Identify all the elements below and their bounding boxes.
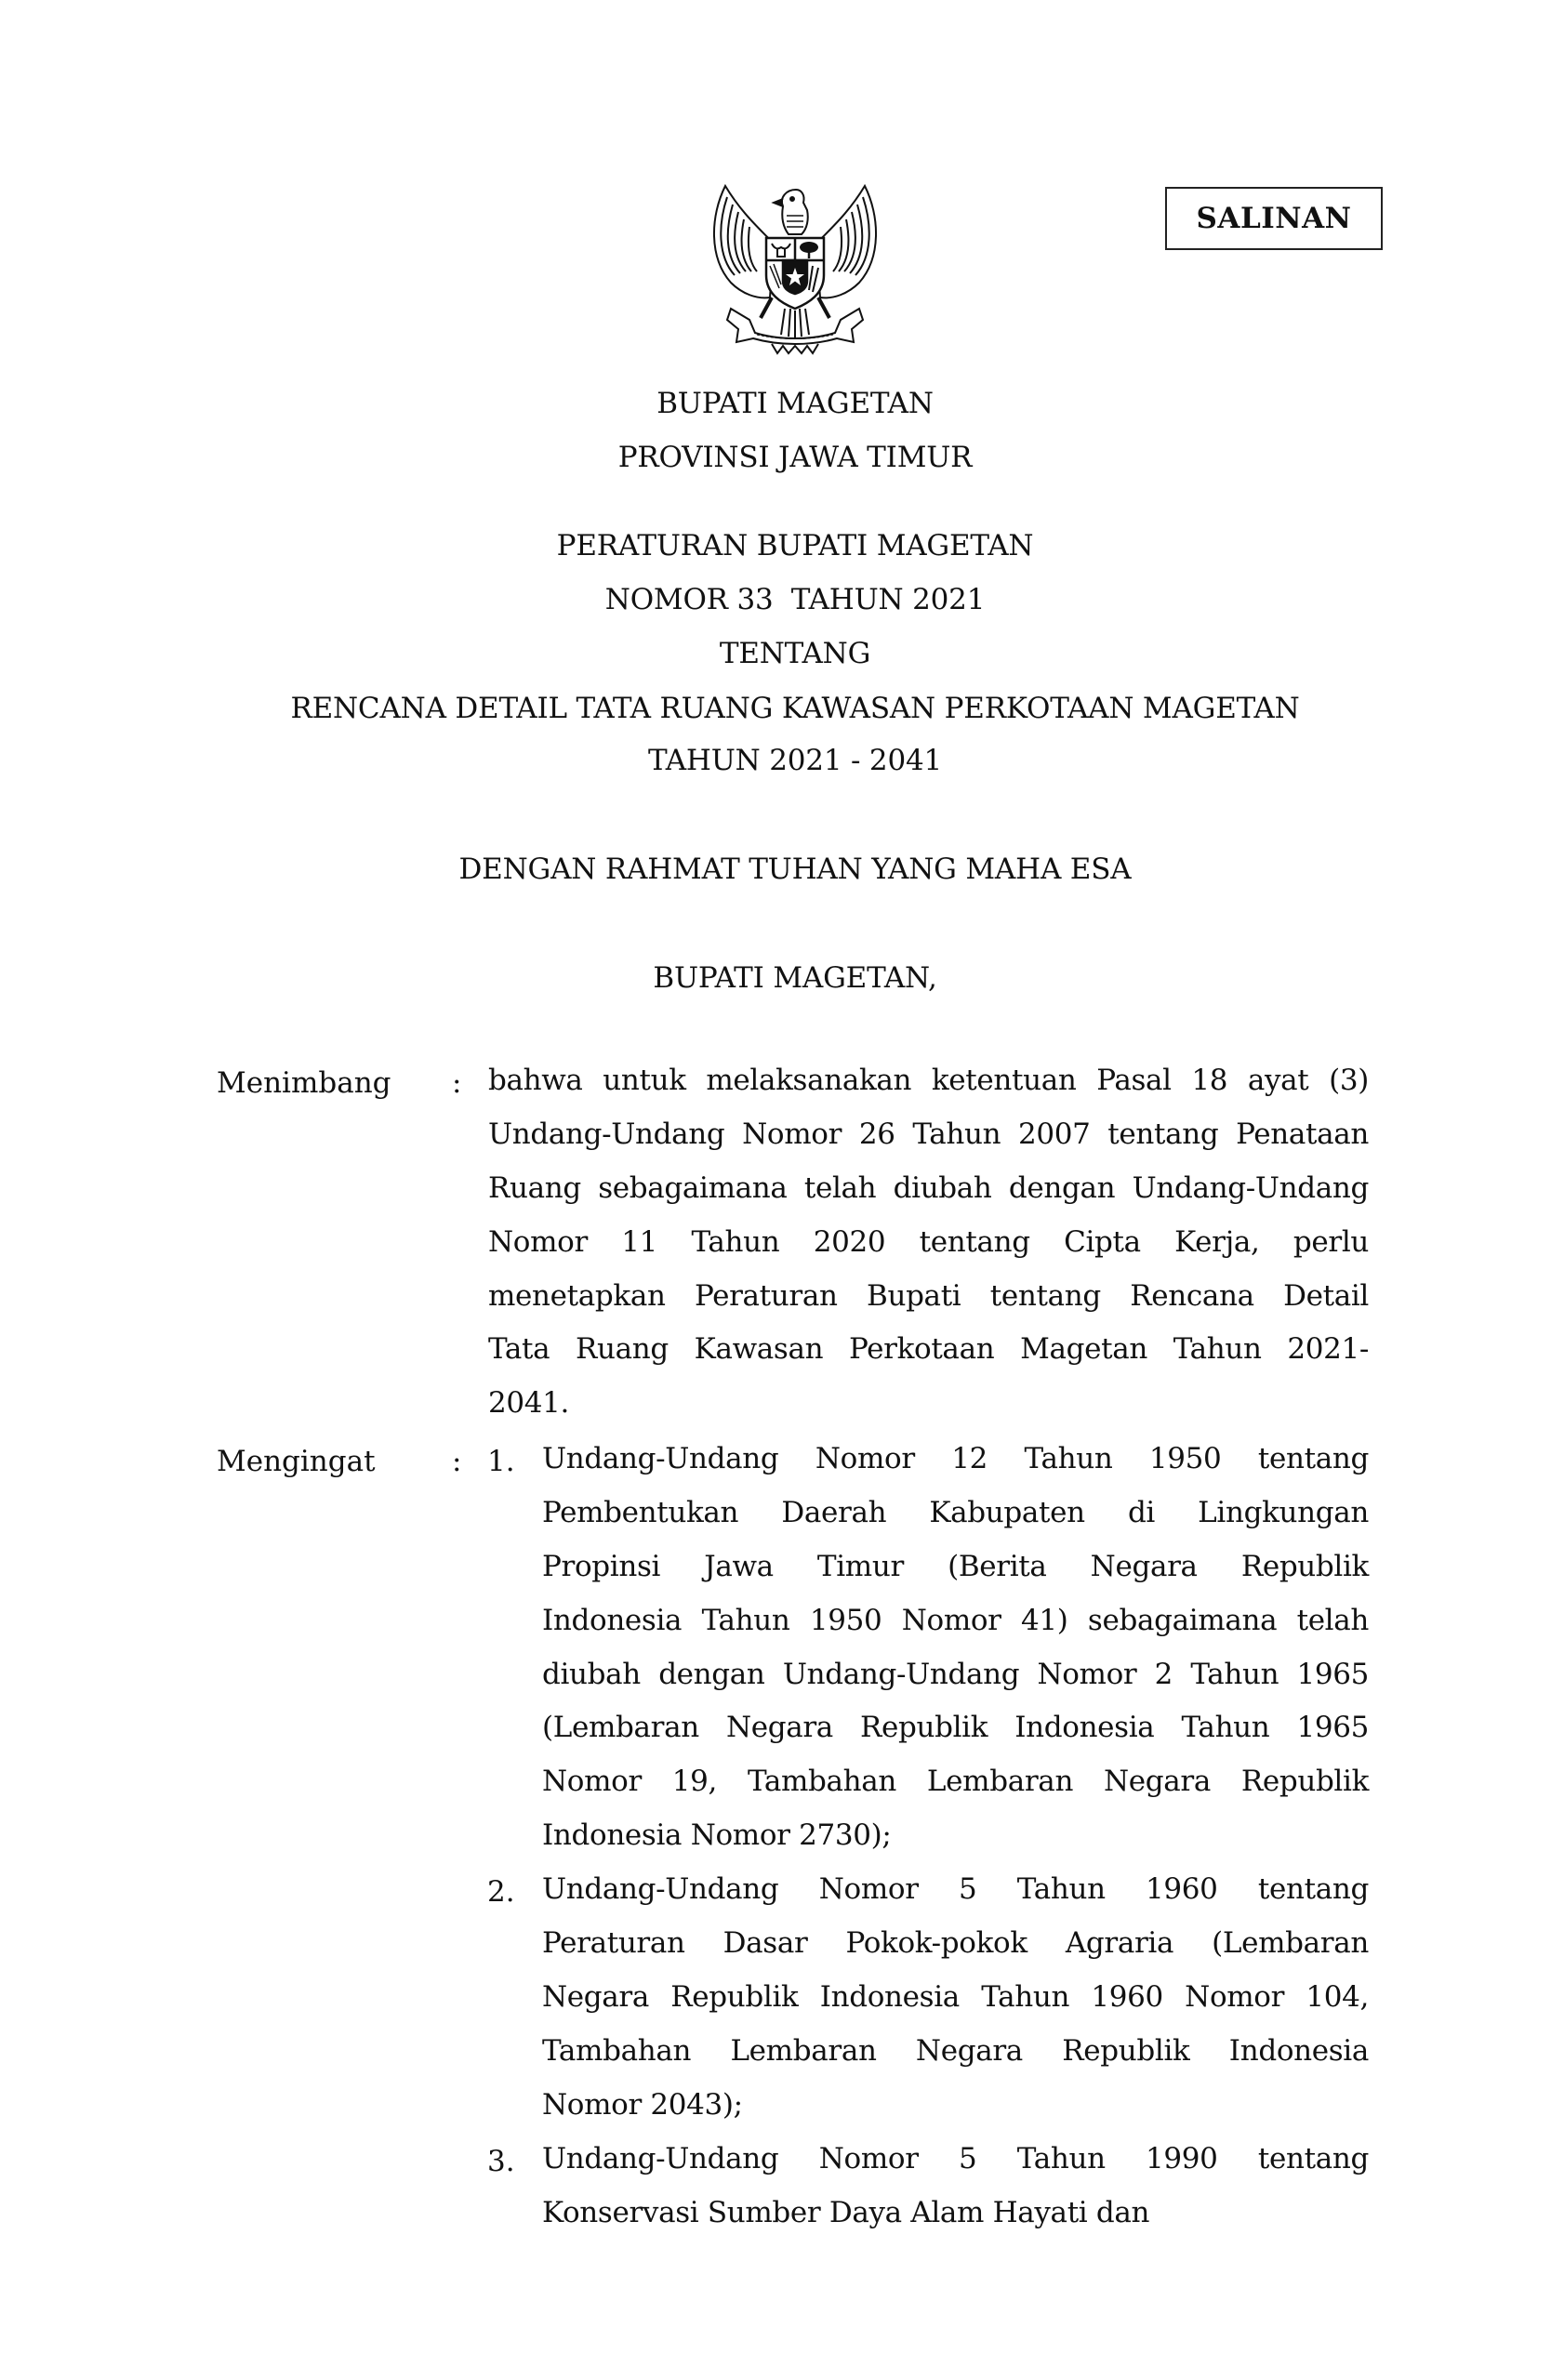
list-item: [542, 1863, 1369, 2132]
text-line: diubah dengan Undang-Undang Nomor 2 Tahun 1965: [542, 1657, 1369, 1691]
text-line: Undang-Undang Nomor 12 Tahun 1950 tentang: [542, 1442, 1369, 1475]
text-line: Ruang sebagaimana telah diubah dengan Undang-Undang: [488, 1170, 1369, 1205]
garuda-emblem-icon: [705, 178, 885, 355]
text-line: Tambahan Lembaran Negara Republik Indonesia: [542, 2033, 1369, 2068]
text-line: (Lembaran Negara Republik Indonesia Tahun 1965: [542, 1711, 1369, 1745]
menimbang-text: [488, 1054, 1369, 1431]
salinan-label: SALINAN: [1196, 202, 1352, 235]
regulation-type: PERATURAN BUPATI MAGETAN: [556, 529, 1034, 562]
list-item-number: 1.: [487, 1445, 515, 1478]
regulation-title-line-2: TAHUN 2021 - 2041: [647, 744, 943, 777]
text-line: 2041.: [488, 1386, 569, 1421]
text-line: menetapkan Peraturan Bupati tentang Rencana Detail: [488, 1278, 1369, 1313]
menimbang-label: Menimbang: [217, 1066, 391, 1100]
about-label: TENTANG: [719, 637, 871, 670]
salinan-stamp: [1165, 187, 1383, 250]
text-line: Negara Republik Indonesia Tahun 1960 Nomor 104,: [542, 1979, 1369, 2014]
text-line: Nomor 11 Tahun 2020 tentang Cipta Kerja, perlu: [488, 1224, 1369, 1259]
text-line: Undang-Undang Nomor 5 Tahun 1960 tentang: [542, 1872, 1369, 1907]
text-line: Pembentukan Daerah Kabupaten di Lingkungan: [542, 1495, 1369, 1529]
text-line: Indonesia Tahun 1950 Nomor 41) sebagaimana telah: [542, 1603, 1369, 1637]
list-item-number: 2.: [487, 1875, 515, 1910]
text-line: Nomor 19, Tambahan Lembaran Negara Republik: [542, 1765, 1369, 1799]
list-item: [542, 1433, 1369, 1863]
text-line: Tata Ruang Kawasan Perkotaan Magetan Tahun 2021-: [488, 1332, 1369, 1367]
text-line: Indonesia Nomor 2730);: [542, 1818, 892, 1853]
text-line: Peraturan Dasar Pokok-pokok Agraria (Lembaran: [542, 1926, 1369, 1961]
list-item: [542, 2133, 1369, 2241]
text-line: Undang-Undang Nomor 5 Tahun 1990 tentang: [542, 2141, 1369, 2175]
issuer-line-2: PROVINSI JAWA TIMUR: [617, 441, 973, 474]
text-line: Nomor 2043);: [542, 2087, 743, 2122]
issuer-line-1: BUPATI MAGETAN: [656, 387, 934, 420]
text-line: bahwa untuk melaksanakan ketentuan Pasal 18 ayat (3): [488, 1064, 1369, 1097]
text-line: Undang-Undang Nomor 26 Tahun 2007 tentang Penataan: [488, 1117, 1369, 1151]
list-item-number: 3.: [487, 2144, 515, 2178]
text-line: Propinsi Jawa Timur (Berita Negara Republik: [542, 1549, 1369, 1583]
menimbang-colon: :: [452, 1066, 462, 1100]
mengingat-colon: :: [452, 1445, 462, 1478]
text-line: Konservasi Sumber Daya Alam Hayati dan: [542, 2195, 1150, 2229]
invocation: DENGAN RAHMAT TUHAN YANG MAHA ESA: [458, 853, 1132, 886]
regulation-number: NOMOR 33 TAHUN 2021: [604, 583, 986, 616]
enactor: BUPATI MAGETAN,: [653, 961, 937, 995]
regulation-title-line-1: RENCANA DETAIL TATA RUANG KAWASAN PERKOTAAN MAGETAN: [290, 692, 1300, 725]
mengingat-label: Mengingat: [217, 1445, 376, 1478]
